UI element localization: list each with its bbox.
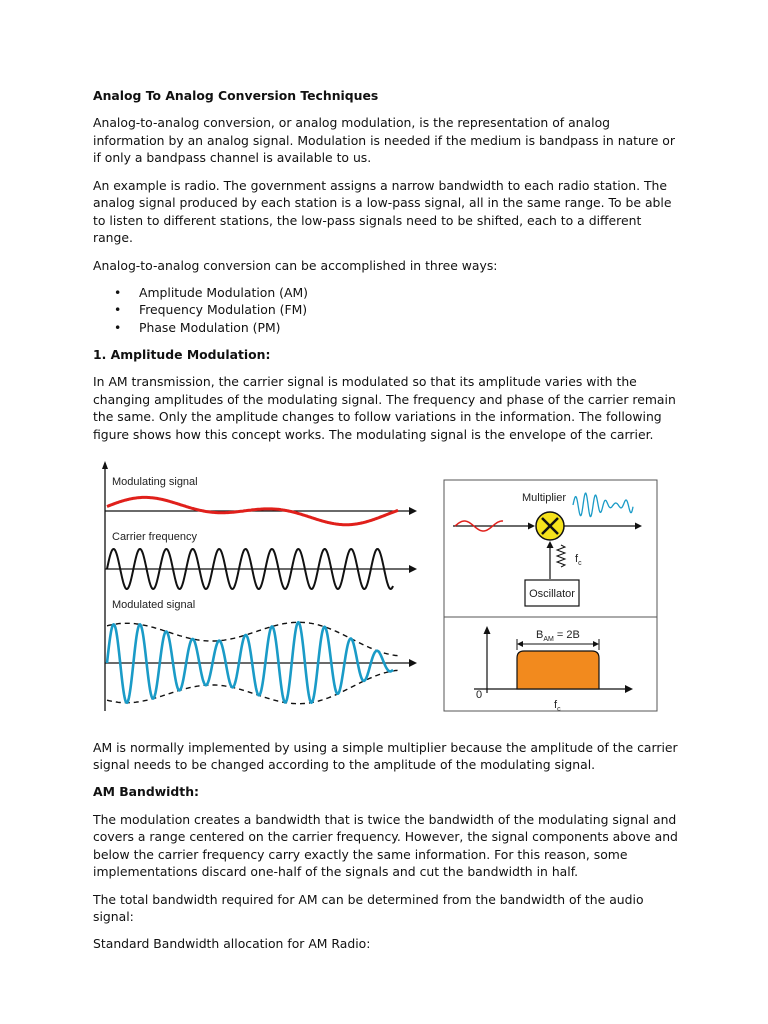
bam-label	[536, 629, 580, 643]
spectrum-band	[517, 651, 599, 689]
section-heading-bandwidth: AM Bandwidth:	[93, 784, 199, 800]
section-heading-am: 1. Amplitude Modulation:	[93, 347, 271, 363]
multiplier-label: Multiplier	[522, 491, 567, 504]
list-item	[93, 284, 678, 302]
arrow-right-icon	[409, 565, 417, 573]
intro-paragraph-1: Analog-to-analog conversion, or analog modulation, is the representation of analog information by an analog signal. Modulation is needed if the medium is bandpass in nature or if only a bandpass channel is available to us.	[93, 115, 675, 166]
bullet-icon: •	[114, 302, 122, 318]
list-item-label: Amplitude Modulation (AM)	[139, 284, 308, 300]
list-item	[93, 301, 678, 319]
arrow-right-icon	[409, 507, 417, 515]
bandwidth-paragraph-2: The total bandwidth required for AM can be determined from the bandwidth of the audio signal:	[93, 891, 644, 925]
arrow-up-icon	[102, 461, 108, 469]
fc-main: f	[575, 552, 579, 565]
bandwidth-paragraph-3: Standard Bandwidth allocation for AM Radio:	[93, 936, 371, 952]
list-item-label: Frequency Modulation (FM)	[139, 302, 308, 318]
am-diagram	[93, 461, 668, 723]
intro-paragraph-3: Analog-to-analog conversion can be accomplished in three ways:	[93, 257, 498, 273]
am-figure	[93, 461, 668, 723]
document-title: Analog To Analog Conversion Techniques	[93, 88, 379, 103]
list-item-label: Phase Modulation (PM)	[139, 319, 281, 335]
am-paragraph-2: AM is normally implemented by using a simple multiplier because the amplitude of the carrier signal needs to be changed according to the amplitude of the modulating signal.	[93, 739, 678, 773]
arrow-right-icon	[409, 659, 417, 667]
am-paragraph-1: In AM transmission, the carrier signal is modulated so that its amplitude varies with the changing amplitudes of the modulating signal. The frequency and phase of the carrier remain the same. Only the amplitude changes to follow variations in the information. The following figure shows how this concept works. The modulating signal is the envelope of the carrier.	[93, 374, 676, 443]
list-item	[93, 319, 678, 337]
modulated-signal-label: Modulated signal	[112, 598, 196, 611]
bandwidth-paragraph-1: The modulation creates a bandwidth that is twice the bandwidth of the modulating signal and covers a range centered on the carrier frequency. However, the signal components above and below the carrier frequency carry exactly the same information. For this reason, some implementations discard one-half of the signals and cut the bandwidth in half.	[93, 811, 678, 880]
fc-main: f	[554, 698, 558, 711]
bullet-icon: •	[114, 284, 122, 300]
modulation-methods-list	[93, 284, 678, 337]
bam-main: B	[536, 628, 544, 641]
fc-sub: c	[578, 559, 582, 567]
intro-paragraph-2: An example is radio. The government assigns a narrow bandwidth to each radio station. The analog signal produced by each station is a low-pass signal, all in the same range. To be able to listen to different stations, the low-pass signals need to be shifted, each to a different range.	[93, 177, 672, 246]
oscillator-label: Oscillator	[529, 587, 575, 600]
bam-sub: AM	[543, 635, 554, 643]
origin-label: 0	[476, 688, 483, 701]
fc-sub: c	[557, 705, 561, 713]
modulating-signal-label: Modulating signal	[112, 475, 198, 488]
carrier-frequency-label: Carrier frequency	[112, 530, 197, 543]
bam-rest: = 2B	[553, 628, 580, 641]
bullet-icon: •	[114, 319, 122, 335]
